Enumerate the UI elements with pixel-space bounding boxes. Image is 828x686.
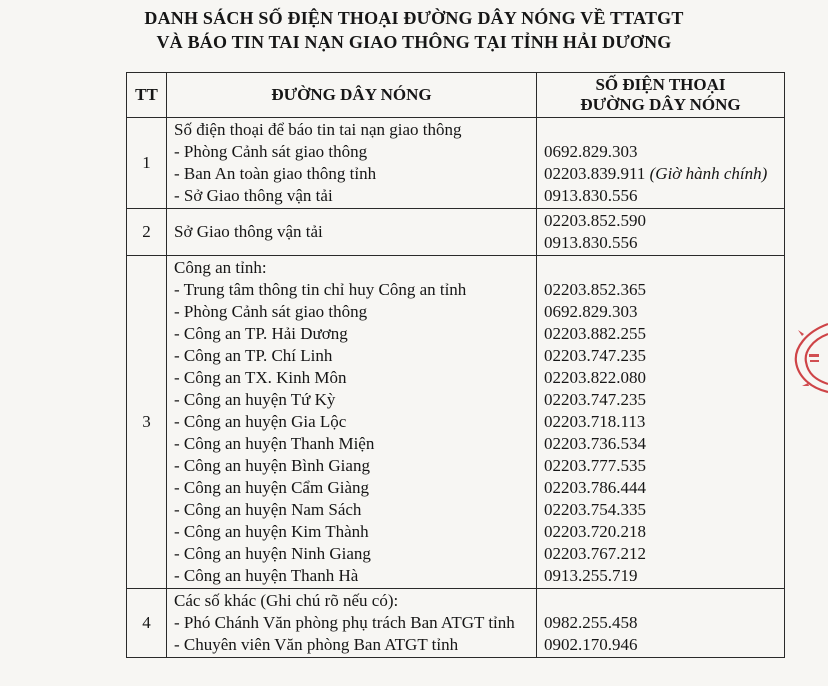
hotline-names bbox=[167, 589, 537, 658]
phone-with-note bbox=[544, 163, 777, 185]
phone-number: 0913.830.556 bbox=[544, 233, 638, 252]
phone-numbers bbox=[537, 118, 785, 209]
table-row bbox=[127, 209, 785, 256]
row-number: 1 bbox=[127, 118, 167, 209]
list-item: - Ban An toàn giao thông tỉnh bbox=[174, 164, 377, 183]
group-heading: Các số khác (Ghi chú rõ nếu có): bbox=[174, 591, 399, 610]
phone-numbers bbox=[537, 256, 785, 589]
group-heading: Số điện thoại để báo tin tai nạn giao thông bbox=[174, 120, 462, 139]
row-number: 2 bbox=[127, 209, 167, 256]
list-item: - Công an huyện Thanh Hà bbox=[174, 566, 359, 585]
list-item: - Phòng Cảnh sát giao thông bbox=[174, 302, 368, 321]
list-item: - Phó Chánh Văn phòng phụ trách Ban ATGT tỉnh bbox=[174, 613, 515, 632]
phone-number: 02203.786.444 bbox=[544, 478, 646, 497]
phone-number: 02203.852.365 bbox=[544, 280, 646, 299]
table-row bbox=[127, 118, 785, 209]
header-hotline: ĐƯỜNG DÂY NÓNG bbox=[167, 73, 537, 118]
row-number: 3 bbox=[127, 256, 167, 589]
header-phone bbox=[537, 73, 785, 118]
table-header-row bbox=[127, 73, 785, 118]
list-item: - Công an huyện Cẩm Giàng bbox=[174, 478, 369, 497]
phone-number: 02203.720.218 bbox=[544, 522, 646, 541]
header-phone-line-1: SỐ ĐIỆN THOẠI bbox=[595, 75, 726, 94]
phone-numbers bbox=[537, 209, 785, 256]
hotline-name: Sở Giao thông vận tải bbox=[167, 209, 537, 256]
phone-number: 02203.852.590 bbox=[544, 211, 646, 230]
phone-number: 0913.830.556 bbox=[544, 186, 638, 205]
hotline-names bbox=[167, 256, 537, 589]
phone-number: 02203.882.255 bbox=[544, 324, 646, 343]
list-item: - Công an huyện Kim Thành bbox=[174, 522, 369, 541]
phone-number: 02203.822.080 bbox=[544, 368, 646, 387]
phone-number: 02203.777.535 bbox=[544, 456, 646, 475]
phone-number: 0982.255.458 bbox=[544, 613, 638, 632]
phone-number: 02203.736.534 bbox=[544, 434, 646, 453]
phone-number: 0902.170.946 bbox=[544, 635, 638, 654]
header-phone-line-2: ĐƯỜNG DÂY NÓNG bbox=[580, 95, 741, 114]
phone-number: 02203.747.235 bbox=[544, 346, 646, 365]
phone-number: 02203.839.911 bbox=[544, 164, 646, 183]
header-tt: TT bbox=[127, 73, 167, 118]
phone-number: 02203.718.113 bbox=[544, 412, 646, 431]
list-item: - Phòng Cảnh sát giao thông bbox=[174, 142, 368, 161]
list-item: - Công an TP. Chí Linh bbox=[174, 346, 333, 365]
phone-number: 02203.767.212 bbox=[544, 544, 646, 563]
hotline-names bbox=[167, 118, 537, 209]
phone-numbers bbox=[537, 589, 785, 658]
hotline-table bbox=[126, 72, 785, 658]
document-title bbox=[0, 6, 828, 54]
list-item: - Công an huyện Gia Lộc bbox=[174, 412, 347, 431]
phone-note: (Giờ hành chính) bbox=[649, 164, 768, 183]
list-item: - Công an huyện Tứ Kỳ bbox=[174, 390, 336, 409]
list-item: - Trung tâm thông tin chỉ huy Công an tỉnh bbox=[174, 280, 467, 299]
table-row bbox=[127, 589, 785, 658]
list-item: - Sở Giao thông vận tải bbox=[174, 186, 333, 205]
list-item: - Công an huyện Nam Sách bbox=[174, 500, 362, 519]
phone-number: 02203.754.335 bbox=[544, 500, 646, 519]
phone-number: 02203.747.235 bbox=[544, 390, 646, 409]
list-item: - Công an huyện Bình Giang bbox=[174, 456, 370, 475]
phone-number: 0692.829.303 bbox=[544, 142, 638, 161]
list-item: - Công an TX. Kinh Môn bbox=[174, 368, 347, 387]
list-item: - Công an huyện Ninh Giang bbox=[174, 544, 371, 563]
table-row bbox=[127, 256, 785, 589]
group-heading: Công an tỉnh: bbox=[174, 258, 267, 277]
title-line-2: VÀ BÁO TIN TAI NẠN GIAO THÔNG TẠI TỈNH HẢI DƯƠNG bbox=[156, 32, 672, 52]
list-item: - Chuyên viên Văn phòng Ban ATGT tỉnh bbox=[174, 635, 459, 654]
phone-number: 0913.255.719 bbox=[544, 566, 638, 585]
list-item: - Công an huyện Thanh Miện bbox=[174, 434, 375, 453]
title-line-1: DANH SÁCH SỐ ĐIỆN THOẠI ĐƯỜNG DÂY NÓNG VỀ TTATGT bbox=[144, 8, 684, 28]
row-number: 4 bbox=[127, 589, 167, 658]
list-item: - Công an TP. Hải Dương bbox=[174, 324, 348, 343]
phone-number: 0692.829.303 bbox=[544, 302, 638, 321]
